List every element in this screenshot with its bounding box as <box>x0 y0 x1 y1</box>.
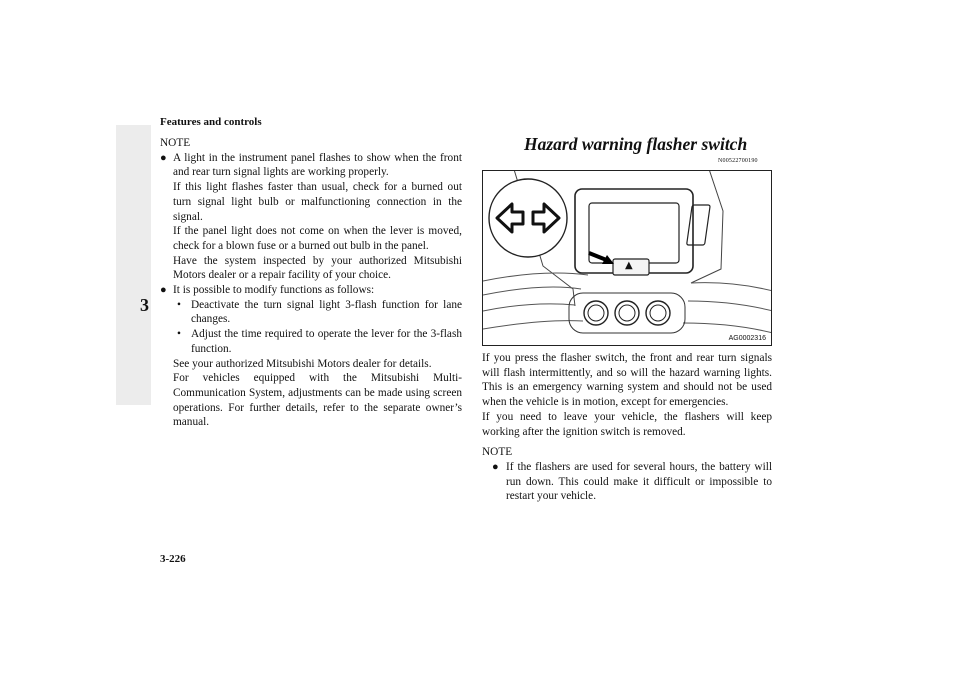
dashboard-illustration <box>483 171 772 346</box>
sub-list-item: • Deactivate the turn signal light 3-flash function for lane changes. <box>177 298 462 326</box>
hazard-switch-symbol: ▲ <box>625 260 633 271</box>
note-paragraph: ● A light in the instrument panel flashes to show when the front and rear turn signal lights are working properly. <box>173 151 462 179</box>
note-label: NOTE <box>482 446 513 459</box>
note-label: NOTE <box>160 137 191 149</box>
page-header-title: Features and controls <box>160 116 262 128</box>
note-bullet-2 <box>160 283 462 430</box>
page-number: 3-226 <box>160 553 186 565</box>
note-paragraph: If this light flashes faster than usual, check for a burned out turn signal light bulb or malfunctioning connection in the signal. <box>173 181 462 223</box>
note-paragraph: ● If the flashers are used for several hours, the battery will run down. This could make it difficult or impossible to restart your vehicle. <box>506 460 772 503</box>
sub-list-item-text: Deactivate the turn signal light 3-flash function for lane changes. <box>191 298 462 326</box>
figure-code: AG0002316 <box>728 335 766 342</box>
hazard-switch-figure <box>482 170 772 346</box>
section-code: N00522700190 <box>718 158 758 164</box>
note-bullet-1 <box>160 151 462 283</box>
note-bullet <box>482 460 772 504</box>
sub-list-item-text: Adjust the time required to operate the lever for the 3-flash function. <box>191 328 462 355</box>
note-paragraph: If the panel light does not come on when the lever is moved, check for a blown fuse or a burned out bulb in the panel. <box>173 225 462 252</box>
right-column <box>482 351 772 504</box>
body-paragraph: If you press the flasher switch, the front and rear turn signals will flash intermittently, and so will the hazard warning lights. This is an emergency warning system and should not be used when the vehicle is in motion, except for emergencies. <box>482 352 772 409</box>
note-block <box>482 445 772 504</box>
note-paragraph: For vehicles equipped with the Mitsubishi Multi-Communication System, adjustments can be made using screen operations. For further details, refer to the separate owner’s manual. <box>173 372 462 429</box>
left-column <box>160 136 462 430</box>
body-paragraph: If you need to leave your vehicle, the flashers will keep working after the ignition switch is removed. <box>482 410 772 438</box>
note-paragraph: Have the system inspected by your authorized Mitsubishi Motors dealer or a repair facility of your choice. <box>173 254 462 282</box>
sub-list-item: • Adjust the time required to operate the lever for the 3-flash function. <box>177 328 462 355</box>
chapter-tab <box>116 125 151 405</box>
note-paragraph: See your authorized Mitsubishi Motors dealer for details. <box>173 357 432 370</box>
note-paragraph: ● It is possible to modify functions as follows: <box>173 284 375 297</box>
chapter-number: 3 <box>140 295 149 315</box>
section-heading: Hazard warning flasher switch <box>524 134 748 154</box>
